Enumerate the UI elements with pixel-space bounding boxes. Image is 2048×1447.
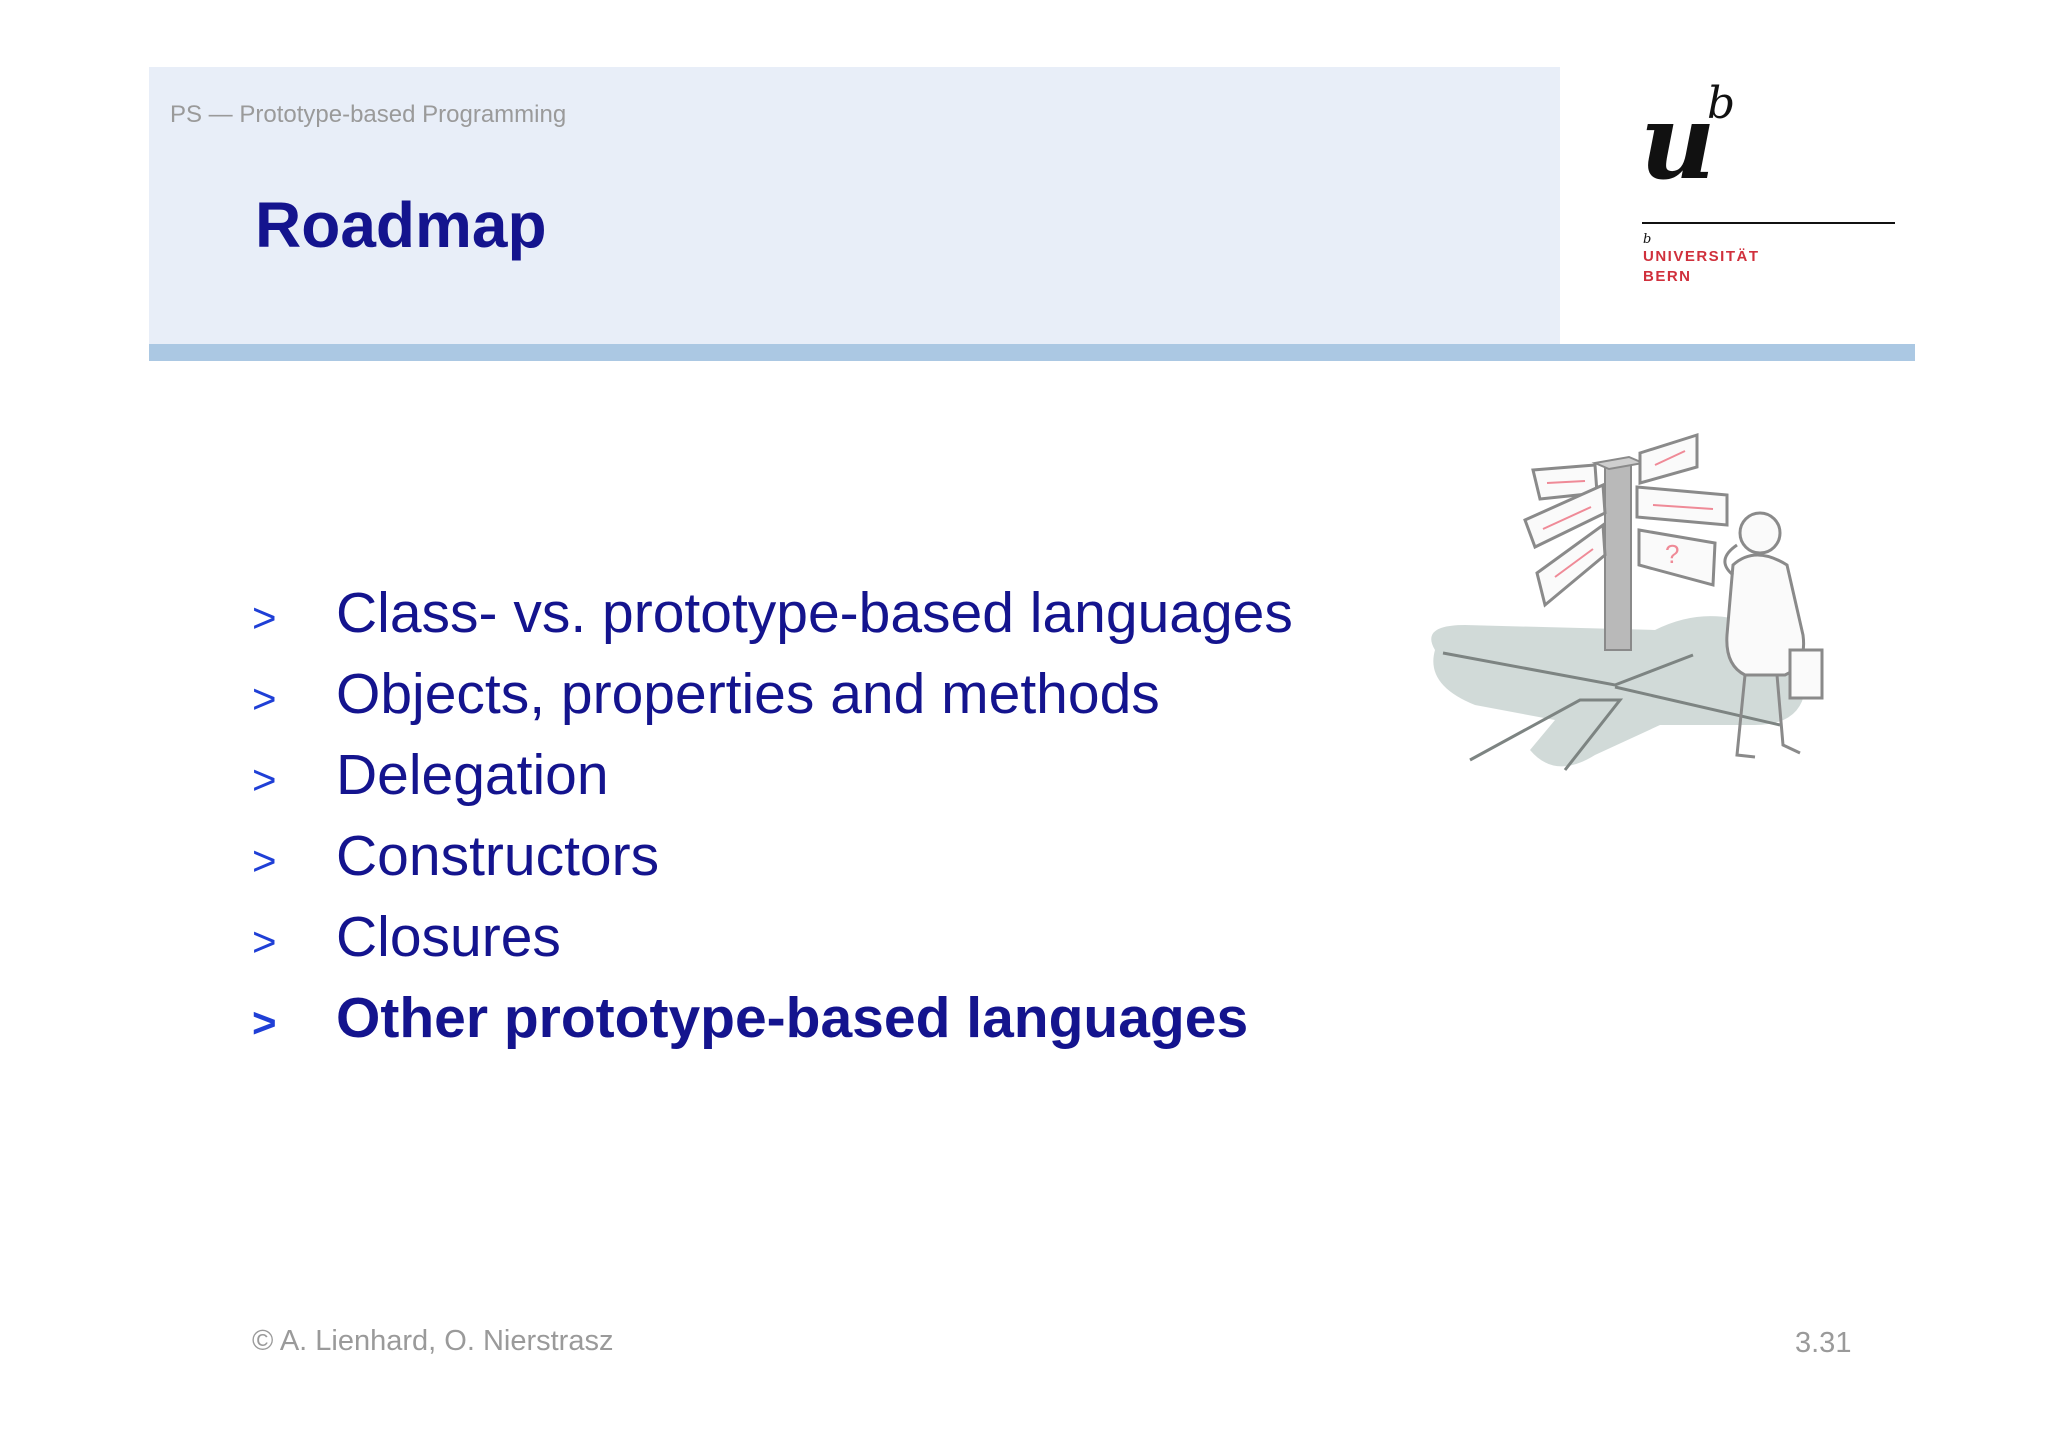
agenda-item [252, 742, 1293, 823]
bullet-icon: > [252, 999, 277, 1046]
agenda-item [252, 661, 1293, 742]
logo-universitat: UNIVERSITÄT [1643, 248, 1760, 265]
agenda-item [252, 580, 1293, 661]
agenda-item-label: Class- vs. prototype-based languages [336, 581, 1293, 645]
header-rule [149, 344, 1915, 361]
logo-small-b: b [1643, 232, 1652, 247]
footer-copyright: © A. Lienhard, O. Nierstrasz [252, 1325, 614, 1357]
agenda-item-current [252, 985, 1293, 1066]
agenda-item-label: Constructors [336, 824, 660, 888]
course-label: PS — Prototype-based Programming [170, 101, 567, 128]
bullet-icon: > [252, 675, 277, 722]
agenda-item-label: Delegation [336, 743, 609, 807]
page-number: 3.31 [1795, 1327, 1852, 1359]
logo-u-glyph: u [1640, 80, 1716, 203]
logo-b-glyph: b [1707, 78, 1736, 129]
university-logo [1640, 80, 1900, 290]
agenda-list [252, 580, 1293, 1066]
agenda-item-label: Objects, properties and methods [336, 662, 1160, 726]
logo-divider [1642, 222, 1895, 224]
slide-title: Roadmap [255, 189, 547, 261]
agenda-item [252, 823, 1293, 904]
agenda-item-label: Other prototype-based languages [336, 986, 1249, 1050]
bullet-icon: > [252, 594, 277, 641]
signpost-person-icon [1415, 425, 1855, 795]
bullet-icon: > [252, 837, 277, 884]
agenda-item-label: Closures [336, 905, 561, 969]
bullet-icon: > [252, 756, 277, 803]
bullet-icon: > [252, 918, 277, 965]
sign-question-mark: ? [1665, 539, 1680, 569]
agenda-item [252, 904, 1293, 985]
logo-bern: BERN [1643, 268, 1692, 285]
